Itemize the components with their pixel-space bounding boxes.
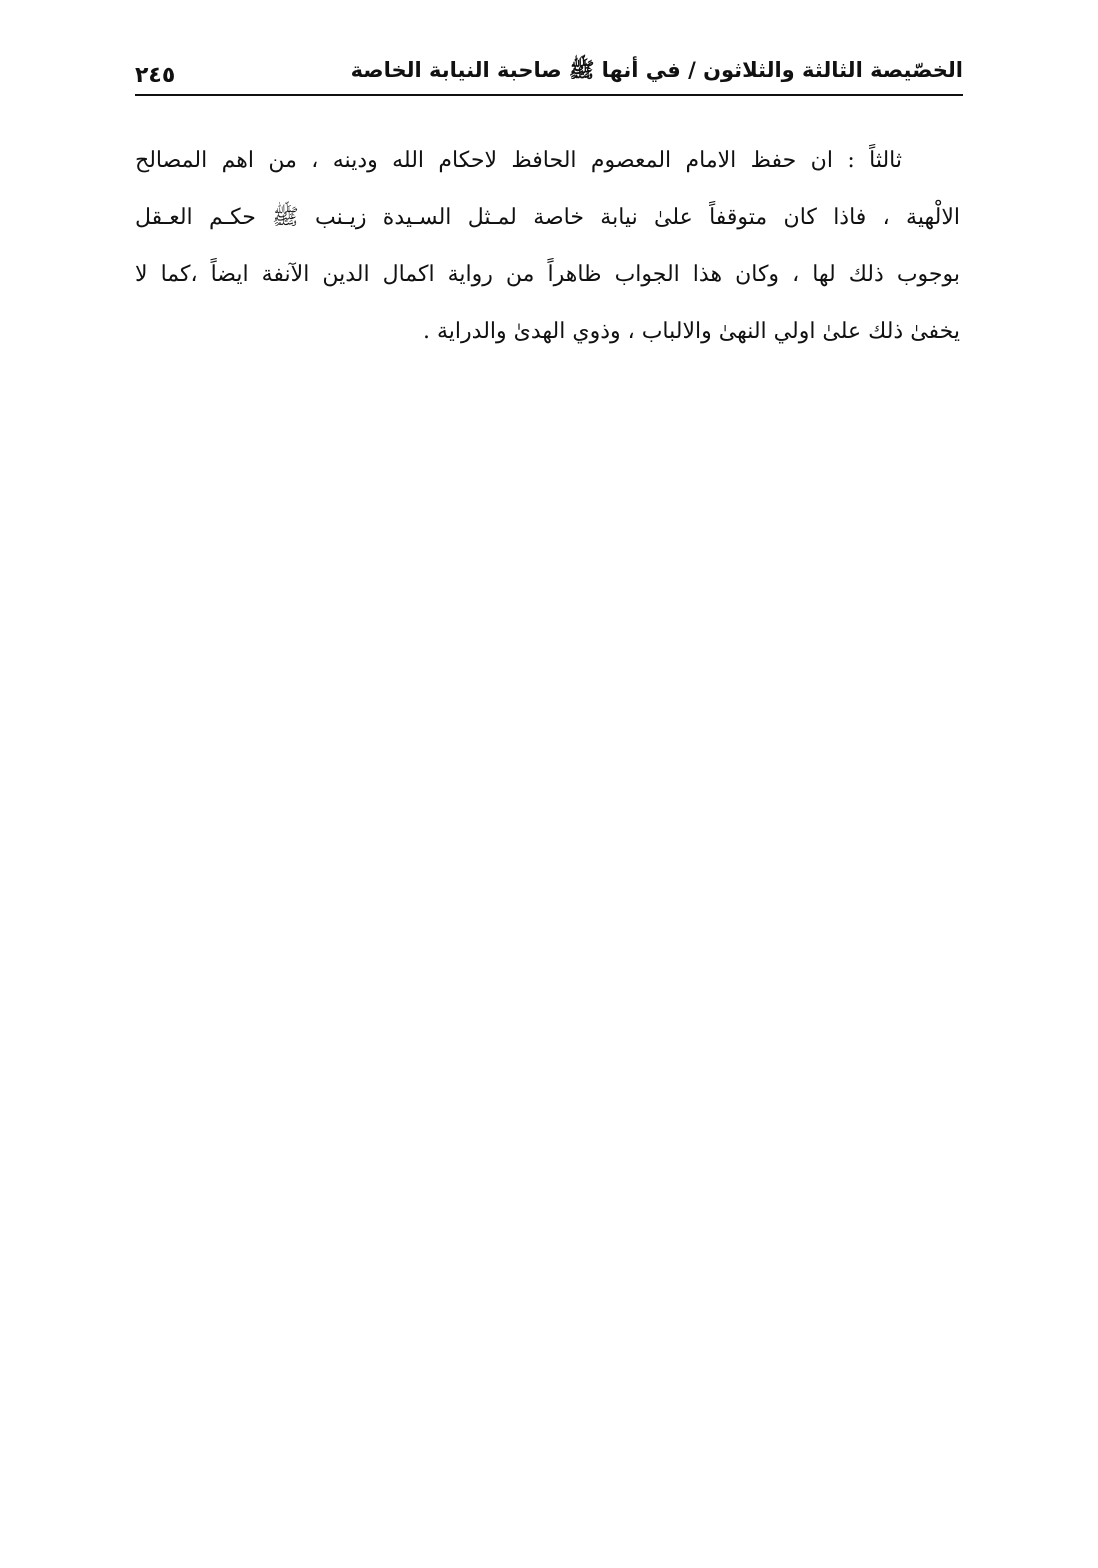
body-paragraph — [135, 132, 960, 360]
paragraph-line: بوجوب ذلك لها ، وكان هذا الجواب ظاهراً من رواية اكمال الدين الآنفة ايضاً ،كما لا — [135, 262, 960, 287]
paragraph-line: ثالثاً : ان حفظ الامام المعصوم الحافظ لاحكام الله ودينه ، من اهم المصالح — [135, 148, 902, 173]
paragraph-line: الالْهية ، فاذا كان متوقفاً علىٰ نيابة خاصة لمـثل السـيدة زيـنب ﷺ حكـم العـقل — [135, 205, 960, 230]
running-header — [135, 44, 963, 96]
chapter-title: الخصّيصة الثالثة والثلاثون / في أنها ﷺ صاحبة النيابة الخاصة — [350, 58, 963, 82]
paragraph-line: يخفىٰ ذلك علىٰ اولي النهىٰ والالباب ، وذوي الهدىٰ والدراية . — [423, 319, 960, 344]
page-number: ٢٤٥ — [135, 63, 176, 88]
